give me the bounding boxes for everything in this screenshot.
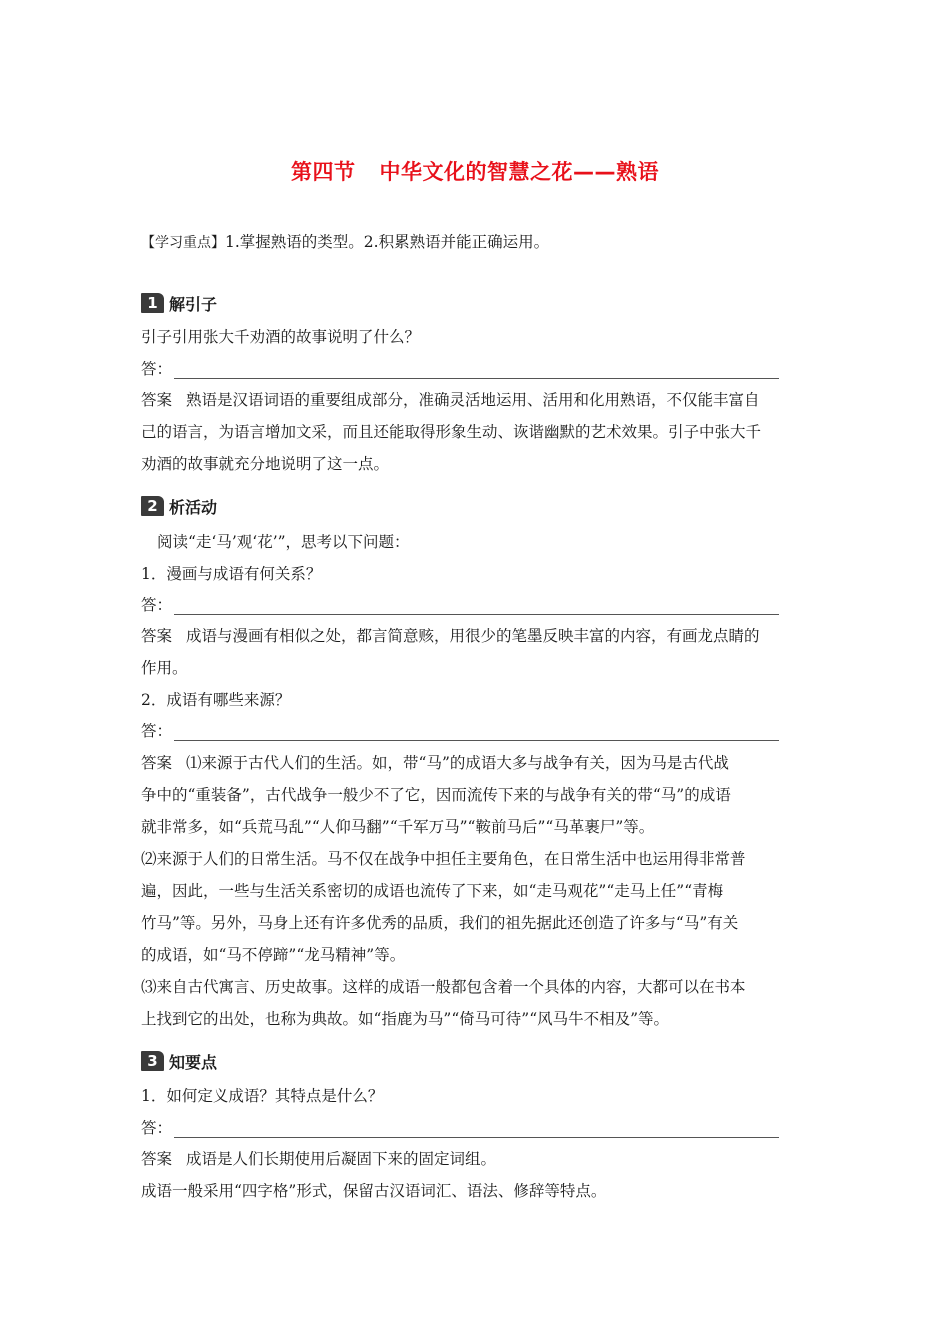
section-number-badge: 2 — [141, 496, 164, 516]
answer-line: 劝酒的故事就充分地说明了这一点。 — [141, 455, 390, 473]
learning-focus-label: 【学习重点】 — [141, 235, 225, 251]
answer-prompt: 答： — [141, 360, 173, 378]
answer-line: 答案 ⑴来源于古代人们的生活。如，带“马”的成语大多与战争有关，因为马是古代战 — [141, 754, 729, 772]
answer-prompt: 答： — [141, 1119, 173, 1137]
answer-label: 答案 — [141, 754, 173, 772]
question-text: 引子引用张大千劝酒的故事说明了什么？ — [141, 328, 421, 346]
answer-prompt: 答： — [141, 596, 173, 614]
answer-line: 作用。 — [141, 659, 188, 677]
answer-blank — [141, 589, 821, 621]
answer-line: 就非常多，如“兵荒马乱”“人仰马翻”“千军万马”“鞍前马后”“马革裹尸”等。 — [141, 818, 655, 836]
answer-rule — [174, 1119, 779, 1138]
answer-line: 己的语言，为语言增加文采，而且还能取得形象生动、诙谐幽默的艺术效果。引子中张大千 — [141, 423, 762, 441]
answer-line: ⑶来自古代寓言、历史故事。这样的成语一般都包含着一个具体的内容，大都可以在书本 — [141, 978, 746, 996]
answer-prompt: 答： — [141, 722, 173, 740]
answer-line: 竹马”等。另外，马身上还有许多优秀的品质，我们的祖先据此还创造了许多与“马”有关 — [141, 914, 739, 932]
answer-blank — [141, 1112, 821, 1144]
title-section-number: 第四节 — [291, 160, 356, 184]
question-text: 1．如何定义成语？其特点是什么？ — [141, 1087, 384, 1105]
section-heading-3 — [141, 1048, 217, 1074]
section-heading-text: 解引子 — [169, 294, 218, 314]
question-text: 1．漫画与成语有何关系？ — [141, 565, 322, 583]
answer-line: 答案 成语与漫画有相似之处，都言简意赅，用很少的笔墨反映丰富的内容，有画龙点睛的 — [141, 627, 760, 645]
answer-rule — [174, 722, 779, 741]
section-number-badge: 3 — [141, 1051, 164, 1071]
answer-label: 答案 — [141, 627, 173, 645]
answer-blank — [141, 353, 821, 385]
answer-rule — [174, 360, 779, 379]
answer-line: 答案 熟语是汉语词语的重要组成部分，准确灵活地运用、活用和化用熟语，不仅能丰富自 — [141, 391, 760, 409]
answer-line: 争中的“重装备”，古代战争一般少不了它，因而流传下来的与战争有关的带“马”的成语 — [141, 786, 731, 804]
answer-line: 上找到它的出处，也称为典故。如“指鹿为马”“倚马可待”“风马牛不相及”等。 — [141, 1010, 670, 1028]
section-heading-text: 知要点 — [169, 1052, 218, 1072]
section-heading-1 — [141, 290, 217, 316]
title-main: 中华文化的智慧之花——熟语 — [379, 160, 659, 184]
answer-rule — [174, 596, 779, 615]
answer-line: 的成语，如“马不停蹄”“龙马精神”等。 — [141, 946, 406, 964]
answer-line: ⑵来源于人们的日常生活。马不仅在战争中担任主要角色，在日常生活中也运用得非常普 — [141, 850, 746, 868]
answer-blank — [141, 715, 821, 747]
answer-line: 遍，因此，一些与生活关系密切的成语也流传了下来，如“走马观花”“走马上任”“青梅 — [141, 882, 724, 900]
learning-focus-text: 1.掌握熟语的类型。2.积累熟语并能正确运用。 — [225, 233, 550, 251]
section-heading-2 — [141, 493, 217, 519]
question-text: 2．成语有哪些来源？ — [141, 691, 291, 709]
learning-focus — [141, 226, 821, 259]
answer-label: 答案 — [141, 1150, 173, 1168]
answer-line: 答案 成语是人们长期使用后凝固下来的固定词组。 — [141, 1150, 497, 1168]
activity-intro: 阅读“走‘马’观‘花’”，思考以下问题： — [157, 533, 410, 551]
page-title — [0, 156, 950, 186]
section-number-badge: 1 — [141, 293, 164, 313]
answer-line: 成语一般采用“四字格”形式，保留古汉语词汇、语法、修辞等特点。 — [141, 1182, 607, 1200]
answer-label: 答案 — [141, 391, 173, 409]
section-heading-text: 析活动 — [169, 497, 218, 517]
